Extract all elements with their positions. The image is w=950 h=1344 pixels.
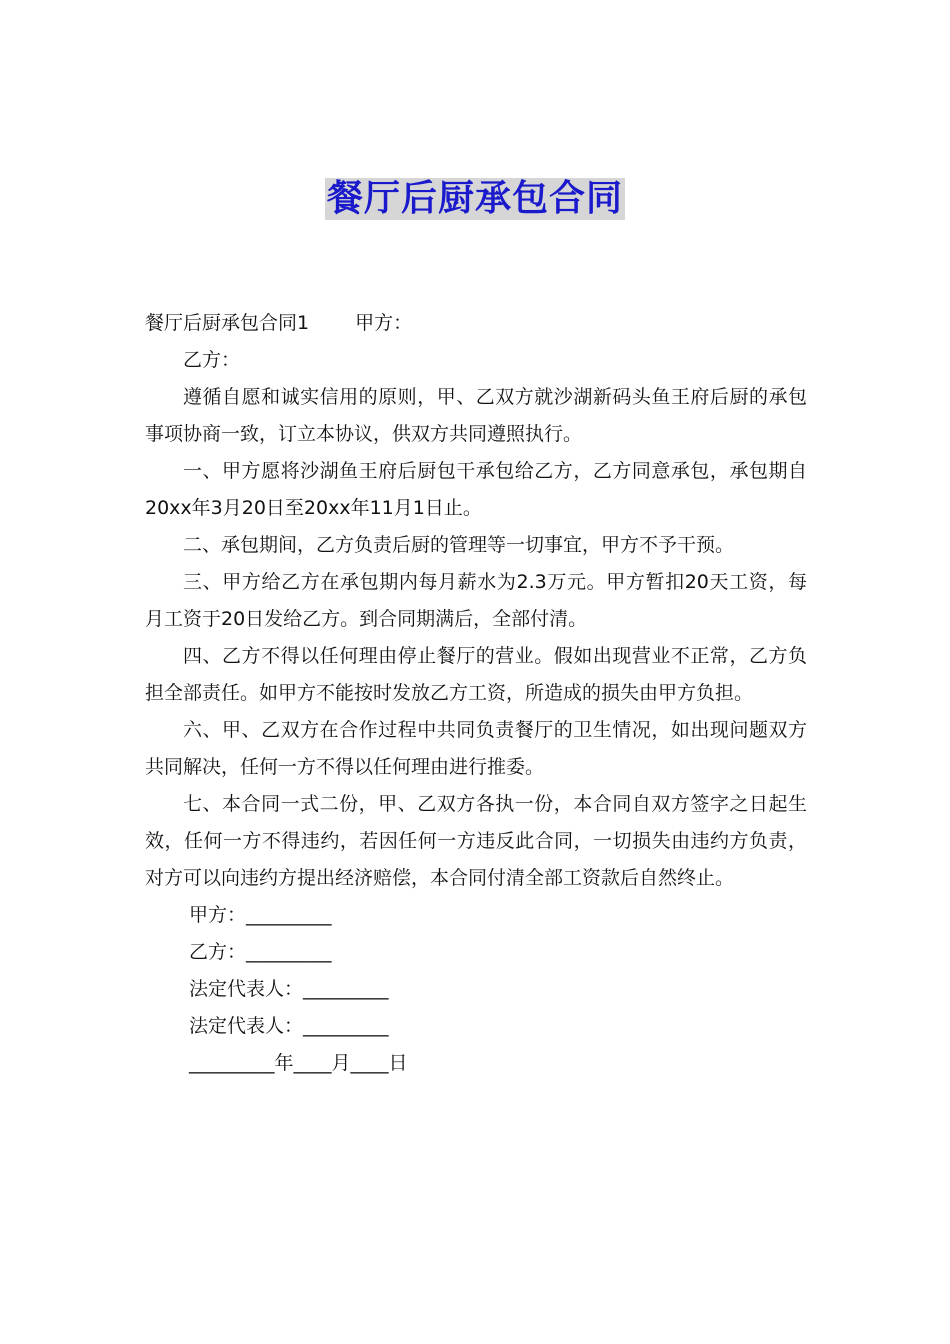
clause-4: 四、乙方不得以任何理由停止餐厅的营业。假如出现营业不正常，乙方负担全部责任。如甲方不能按时发放乙方工资，所造成的损失由甲方负担。 <box>145 645 807 704</box>
signature-party-a: 甲方：_________ <box>189 904 332 926</box>
clause-7: 七、本合同一式二份，甲、乙双方各执一份，本合同自双方签字之日起生效，任何一方不得违约，若因任何一方违反此合同，一切损失由违约方负责，对方可以向违约方提出经济赔偿，本合同付清全部工资款后自然终止。 <box>145 793 807 889</box>
paragraph-preamble: 遵循自愿和诚实信用的原则，甲、乙双方就沙湖新码头鱼王府后厨的承包事项协商一致，订立本协议，供双方共同遵照执行。 <box>145 386 807 445</box>
party-a-label: 甲方： <box>355 312 413 334</box>
doc-label: 餐厅后厨承包合同1 <box>145 312 310 334</box>
clause-2: 二、承包期间，乙方负责后厨的管理等一切事宜，甲方不予干预。 <box>183 534 735 556</box>
signature-legal-rep-a: 法定代表人：_________ <box>189 978 389 1000</box>
title-container <box>0 178 950 220</box>
clause-1: 一、甲方愿将沙湖鱼王府后厨包干承包给乙方，乙方同意承包，承包期自20xx年3月20日至20xx年11月1日止。 <box>145 460 807 519</box>
document-body <box>145 305 807 1082</box>
paragraph-party-b: 乙方： <box>183 349 241 371</box>
signature-legal-rep-b: 法定代表人：_________ <box>189 1015 389 1037</box>
signature-date: _________年____月____日 <box>189 1052 408 1074</box>
clause-3: 三、甲方给乙方在承包期内每月薪水为2.3万元。甲方暂扣20天工资，每月工资于20日发给乙方。到合同期满后，全部付清。 <box>145 571 807 630</box>
document-title: 餐厅后厨承包合同 <box>326 178 623 219</box>
intro-line <box>145 305 807 342</box>
clause-6: 六、甲、乙双方在合作过程中共同负责餐厅的卫生情况，如出现问题双方共同解决，任何一方不得以任何理由进行推委。 <box>145 719 807 778</box>
signature-party-b: 乙方：_________ <box>189 941 332 963</box>
